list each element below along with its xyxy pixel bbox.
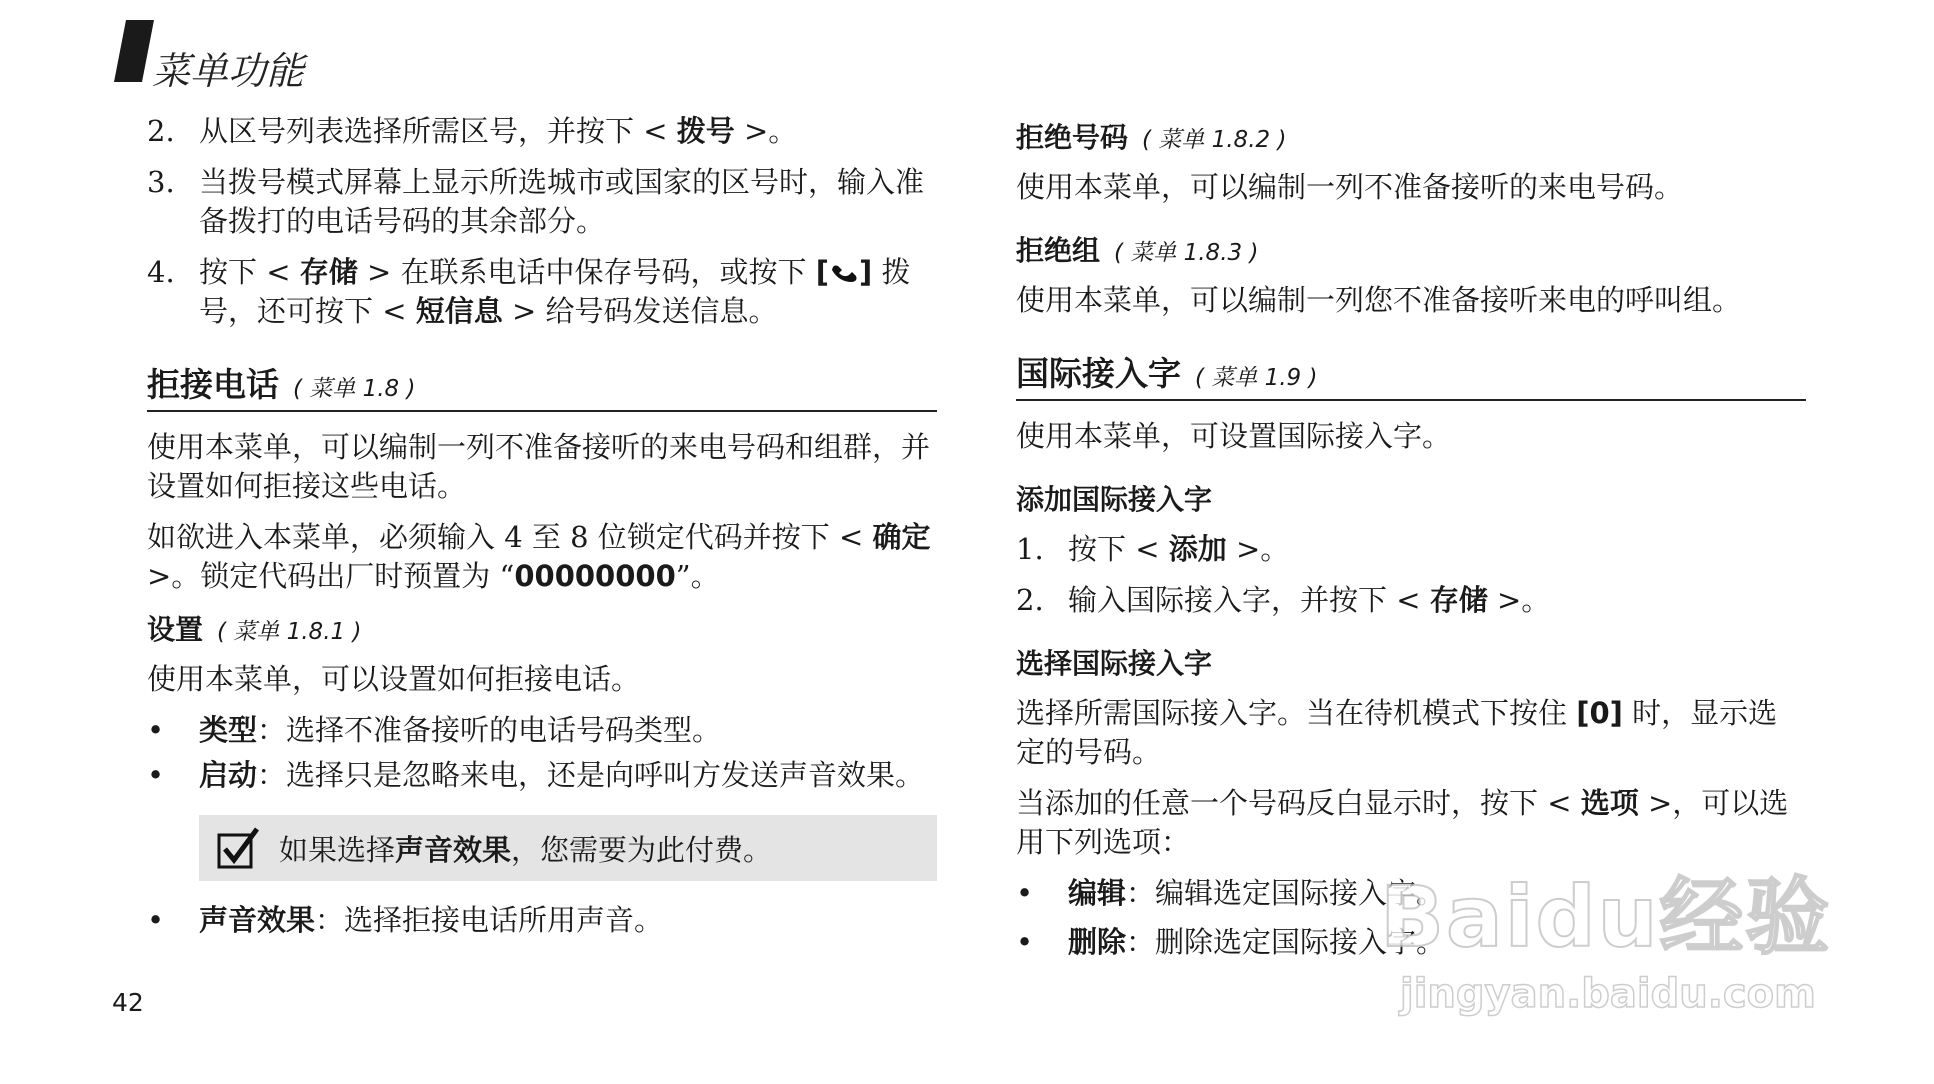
note-box: 如果选择声音效果，您需要为此付费。 [199, 815, 937, 881]
left-column [147, 112, 937, 946]
reject-group-text: 使用本菜单，可以编制一列您不准备接听来电的呼叫组。 [1016, 283, 1742, 317]
baidu-watermark: Baidu经验 jingyan.baidu.com [1380, 868, 1832, 1017]
list-item: • 类型：选择不准备接听的电话号码类型。 [147, 713, 722, 747]
step-3: 3. 当拨号模式屏幕上显示所选城市或国家的区号时，输入准备拨打的电话号码的其余部分。 [147, 165, 925, 238]
header-title: 菜单功能 [152, 49, 305, 93]
list-item: • 声音效果：选择拒接电话所用声音。 [147, 903, 664, 937]
intl-prefix-intro: 使用本菜单，可设置国际接入字。 [1016, 419, 1452, 453]
call-reject-intro: 使用本菜单，可以编制一列不准备接听的来电号码和组群，并设置如何拒接这些电话。 [147, 430, 931, 503]
subsection-title-settings: 设置 ( 菜单 1.8.1 ) [147, 613, 362, 646]
subsection-title-reject-number: 拒绝号码 ( 菜单 1.8.2 ) [1016, 121, 1287, 154]
subsection-title-select-prefix: 选择国际接入字 [1016, 647, 1213, 680]
checkbox-note-icon [215, 825, 261, 871]
select-prefix-text: 选择所需国际接入字。当在待机模式下按住 [0] 时，显示选定的号码。 [1016, 696, 1778, 769]
section-title-call-reject: 拒接电话 ( 菜单 1.8 ) [147, 359, 937, 412]
header-mark [114, 20, 154, 82]
call-key-icon [829, 262, 859, 284]
subsection-title-reject-group: 拒绝组 ( 菜单 1.8.3 ) [1016, 234, 1259, 267]
list-item: • 删除：删除选定国际接入字。 [1016, 925, 1446, 959]
step-2: 2. 从区号列表选择所需区号，并按下 < 拨号 >。 [147, 114, 798, 148]
list-item: • 编辑：编辑选定国际接入字。 [1016, 876, 1446, 910]
right-column [1016, 112, 1806, 968]
options-intro-text: 当添加的任意一个号码反白显示时，按下 < 选项 >，可以选用下列选项： [1016, 786, 1789, 859]
add-step-1: 1. 按下 < 添加 >。 [1016, 532, 1290, 566]
lock-code-paragraph: 如欲进入本菜单，必须输入 4 至 8 位锁定代码并按下 < 确定 >。锁定代码出厂时预置为 “00000000”。 [147, 520, 931, 593]
reject-number-text: 使用本菜单，可以编制一列不准备接听的来电号码。 [1016, 170, 1684, 204]
page-number: 42 [112, 988, 144, 1017]
step-4: 4. 按下 < 存储 > 在联系电话中保存号码，或按下 [ ] 拨号，还可按下 < 短信息 > 给号码发送信息。 [147, 255, 911, 328]
add-step-2: 2. 输入国际接入字，并按下 < 存储 >。 [1016, 583, 1551, 617]
settings-intro: 使用本菜单，可以设置如何拒接电话。 [147, 662, 641, 696]
section-title-intl-prefix: 国际接入字 ( 菜单 1.9 ) [1016, 348, 1806, 401]
list-item: • 启动：选择只是忽略来电，还是向呼叫方发送声音效果。 [147, 758, 925, 792]
subsection-title-add-prefix: 添加国际接入字 [1016, 483, 1213, 516]
